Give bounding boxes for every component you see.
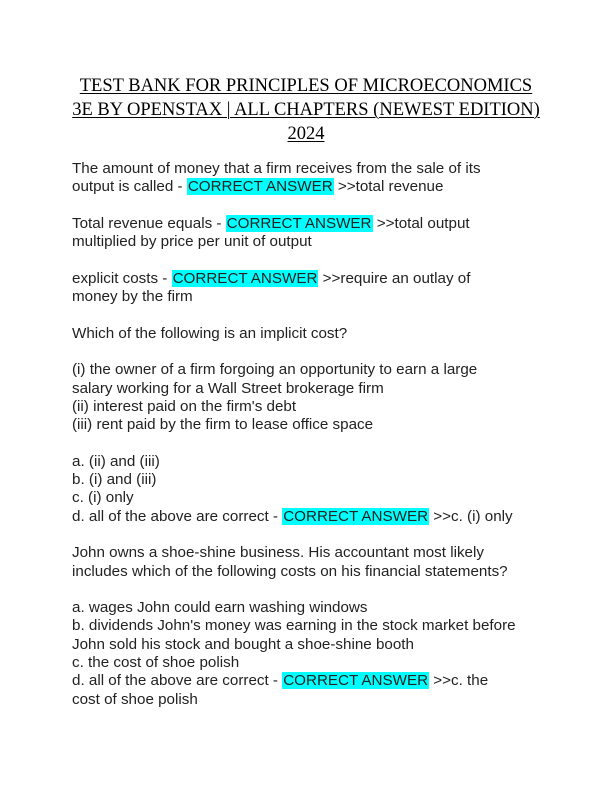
q4-option-c: c. (i) only	[72, 489, 134, 507]
title-line-1: TEST BANK FOR PRINCIPLES OF MICROECONOMICS	[79, 76, 533, 96]
spacer	[72, 526, 550, 544]
q5-option-c: c. the cost of shoe polish	[72, 654, 240, 672]
q2-line-2: multiplied by price per unit of output	[72, 233, 312, 251]
q1-line-1: The amount of money that a firm receives from the sale of its	[72, 160, 481, 177]
spacer	[72, 197, 550, 215]
q5-option-d-text: d. all of the above are correct -	[72, 672, 283, 690]
title-line-2: 3E BY OPENSTAX | ALL CHAPTERS (NEWEST EDITION)	[72, 100, 540, 120]
q5-answer: >>c. the	[429, 672, 489, 690]
q2-line-1	[72, 215, 550, 233]
document-title	[50, 74, 562, 146]
spacer	[72, 581, 550, 599]
q5-option-a: a. wages John could earn washing windows	[72, 599, 368, 617]
q4-item-1b: salary working for a Wall Street brokerage firm	[72, 379, 384, 397]
q5-option-b-1: b. dividends John's money was earning in the stock market before	[72, 617, 516, 635]
correct-answer-highlight: CORRECT ANSWER	[283, 672, 429, 690]
correct-answer-highlight: CORRECT ANSWER	[226, 214, 372, 232]
q5-question-2: includes which of the following costs on his financial statements?	[72, 562, 508, 580]
q2-prompt: Total revenue equals -	[72, 214, 226, 232]
q1-answer: >>total revenue	[333, 178, 444, 196]
title-line-3: 2024	[287, 124, 325, 144]
q4-option-d-text: d. all of the above are correct -	[72, 507, 283, 525]
q2-answer: >>total output	[372, 214, 470, 232]
q4-option-b: b. (i) and (iii)	[72, 471, 157, 489]
q4-question: Which of the following is an implicit cost?	[72, 324, 348, 342]
q5-question-1: John owns a shoe-shine business. His accountant most likely	[72, 544, 484, 562]
q3-line-2: money by the firm	[72, 288, 193, 306]
q3-prompt: explicit costs -	[72, 269, 172, 287]
spacer	[72, 306, 550, 324]
q5-option-b-2: John sold his stock and bought a shoe-shine booth	[72, 635, 414, 653]
q1-prompt: output is called -	[72, 178, 187, 196]
spacer	[72, 251, 550, 269]
q4-option-d	[72, 508, 550, 526]
q4-answer: >>c. (i) only	[429, 507, 513, 525]
q4-item-2: (ii) interest paid on the firm's debt	[72, 397, 297, 415]
q4-option-a: a. (ii) and (iii)	[72, 452, 160, 470]
q5-answer-line-2: cost of shoe polish	[72, 690, 198, 708]
q4-item-1a: (i) the owner of a firm forgoing an opportunity to earn a large	[72, 361, 478, 379]
document-body	[72, 160, 550, 709]
q3-line-1	[72, 270, 550, 288]
q4-item-3: (iii) rent paid by the firm to lease office space	[72, 416, 374, 434]
spacer	[72, 343, 550, 361]
q5-option-d	[72, 672, 550, 690]
correct-answer-highlight: CORRECT ANSWER	[172, 269, 318, 287]
q1-line-2	[72, 178, 550, 196]
q3-answer: >>require an outlay of	[318, 269, 471, 287]
spacer	[72, 434, 550, 452]
correct-answer-highlight: CORRECT ANSWER	[283, 507, 429, 525]
correct-answer-highlight: CORRECT ANSWER	[187, 178, 333, 196]
